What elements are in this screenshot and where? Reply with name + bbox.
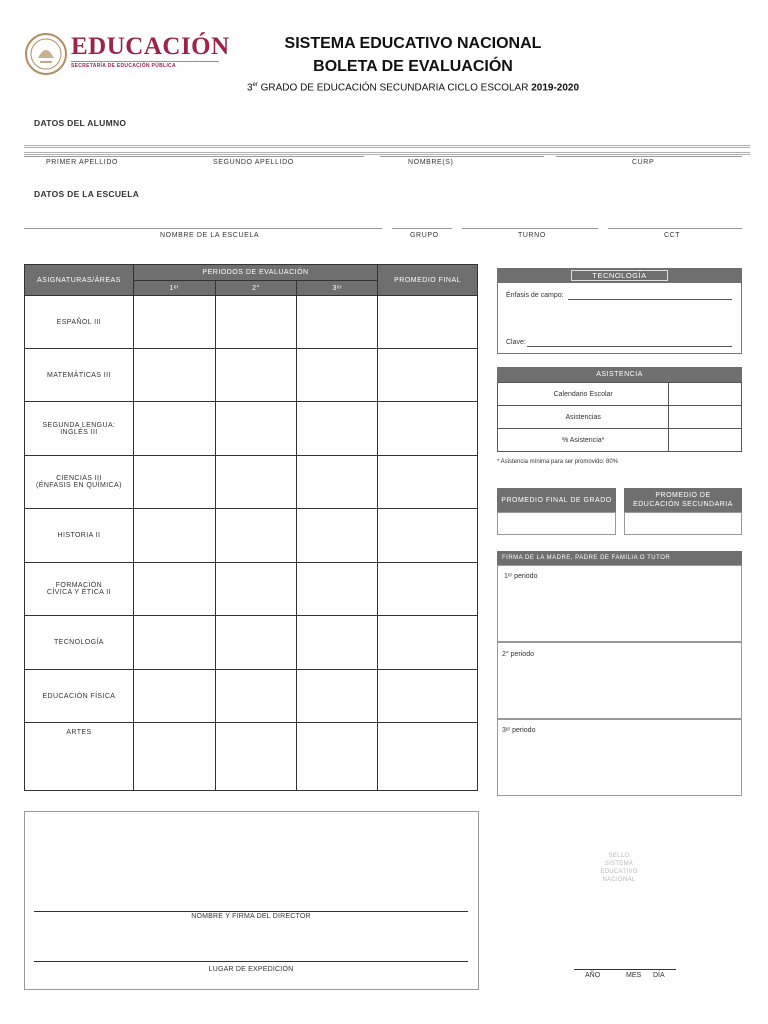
subject-name-line: SEGUNDA LENGUA: [42, 421, 116, 429]
grade-cell-period-2[interactable] [215, 670, 297, 723]
subject-name-line: (ÉNFASIS EN QUÍMICA) [36, 482, 122, 489]
subject-row [25, 349, 478, 402]
subject-row [25, 509, 478, 563]
grade-line [200, 82, 626, 93]
grade-cell-period-1[interactable] [133, 616, 215, 670]
signature-label-1: 1ᵉʳ periodo [504, 573, 538, 580]
enfasis-line [568, 299, 732, 300]
subject-name [25, 509, 134, 563]
grade-cell-period-1[interactable] [133, 402, 215, 456]
grade-cell-period-2[interactable] [215, 563, 297, 616]
grade-cell-period-2[interactable] [215, 616, 297, 670]
grade-cell-period-1[interactable] [133, 563, 215, 616]
school-cycle: 2019-2020 [531, 82, 580, 94]
director-signature-line[interactable] [34, 911, 468, 912]
grade-cell-period-2[interactable] [215, 723, 297, 791]
seal-line: SELLO [608, 853, 630, 859]
subject-row [25, 456, 478, 509]
clave-line [527, 346, 732, 347]
logo-divider [71, 61, 219, 62]
subject-name-line: CÍVICA Y ÉTICA II [46, 589, 111, 596]
grade-cell-period-2[interactable] [215, 296, 297, 349]
grade-cell-period-3[interactable] [297, 670, 378, 723]
date-month-label: MES [626, 972, 642, 979]
date-line[interactable] [574, 969, 676, 970]
grade-cell-final[interactable] [378, 456, 478, 509]
line-cct [608, 228, 742, 229]
header-final-average: PROMEDIO FINAL [378, 265, 478, 296]
attendance-table [497, 382, 742, 452]
clave-label: Clave: [506, 339, 526, 346]
line-curp [556, 156, 742, 157]
doc-title-2: BOLETA DE EVALUACIÓN [313, 58, 513, 75]
student-band [24, 145, 750, 155]
label-grupo: GRUPO [410, 232, 439, 239]
grade-cell-period-3[interactable] [297, 616, 378, 670]
label-cct: CCT [664, 232, 681, 239]
header-period-1: 1ᵉʳ [133, 281, 215, 296]
grade-cell-period-3[interactable] [297, 563, 378, 616]
grade-text: GRADO DE EDUCACIÓN SECUNDARIA CICLO ESCOLAR [257, 82, 532, 94]
subject-name [25, 563, 134, 616]
logo-word: EDUCACIÓN [71, 33, 230, 60]
subject-row [25, 402, 478, 456]
header-period-3: 3ᵉʳ [297, 281, 378, 296]
attendance-header: ASISTENCIA [497, 367, 742, 382]
grade-cell-period-1[interactable] [133, 723, 215, 791]
secondary-average-header: PROMEDIO DE EDUCACIÓN SECUNDARIA [624, 488, 742, 512]
secondary-average-box[interactable] [624, 512, 742, 535]
subject-row [25, 563, 478, 616]
subject-name-line: EDUCACIÓN FÍSICA [42, 692, 116, 700]
subject-name-line: TECNOLOGÍA [53, 639, 104, 646]
subject-name [25, 456, 134, 509]
signature-label-3: 3ᵉʳ periodo [502, 727, 536, 734]
line-escuela [24, 228, 382, 229]
subject-name-line: ESPAÑOL III [56, 318, 102, 326]
grade-cell-final[interactable] [378, 509, 478, 563]
place-line[interactable] [34, 961, 468, 962]
attendance-percent-value[interactable] [669, 429, 742, 452]
school-section-title: DATOS DE LA ESCUELA [34, 189, 140, 199]
attendance-note: * Asistencia mínima para ser promovido: 80% [497, 459, 619, 465]
attendance-count-label: Asistencias [498, 406, 669, 429]
date-day-label: DÍA [653, 972, 665, 979]
subject-name-line: INGLÉS III [60, 428, 98, 436]
grade-cell-period-2[interactable] [215, 456, 297, 509]
grade-cell-period-3[interactable] [297, 349, 378, 402]
doc-title-1: SISTEMA EDUCATIVO NACIONAL [284, 35, 542, 52]
grade-cell-final[interactable] [378, 296, 478, 349]
signature-label-2: 2° periodo [502, 651, 534, 658]
subject-name [25, 723, 134, 791]
label-primer-apellido: PRIMER APELLIDO [46, 159, 119, 166]
attendance-calendar-value[interactable] [669, 383, 742, 406]
label-nombre: NOMBRE(S) [408, 159, 454, 166]
grade-cell-final[interactable] [378, 723, 478, 791]
grade-cell-period-1[interactable] [133, 670, 215, 723]
attendance-percent-label: % Asistencia* [498, 429, 669, 452]
tecnologia-title: TECNOLOGÍA [571, 270, 667, 281]
place-label: LUGAR DE EXPEDICIÓN [208, 966, 294, 973]
line-grupo [392, 228, 452, 229]
subject-name [25, 670, 134, 723]
student-section-title: DATOS DEL ALUMNO [34, 118, 127, 128]
grade-average-box[interactable] [497, 512, 616, 535]
grade-cell-period-3[interactable] [297, 402, 378, 456]
national-emblem-icon [24, 32, 68, 76]
grade-cell-final[interactable] [378, 563, 478, 616]
grade-number: 3 [246, 82, 253, 94]
subject-row [25, 296, 478, 349]
seal-line: EDUCATIVO [600, 869, 638, 875]
grade-cell-final[interactable] [378, 402, 478, 456]
seal-line: SISTEMA [604, 861, 634, 867]
director-box [24, 811, 479, 990]
subject-name [25, 616, 134, 670]
signature-header: FIRMA DE LA MADRE, PADRE DE FAMILIA O TUTOR [497, 551, 742, 565]
grade-cell-period-3[interactable] [297, 509, 378, 563]
line-nombre [380, 156, 544, 157]
grade-cell-period-3[interactable] [297, 296, 378, 349]
date-year-label: AÑO [585, 972, 601, 979]
logo-subtitle: SECRETARÍA DE EDUCACIÓN PÚBLICA [71, 63, 176, 69]
subject-name-line: MATEMÁTICAS III [47, 371, 111, 379]
subject-name [25, 349, 134, 402]
subject-row [25, 616, 478, 670]
attendance-count-value[interactable] [669, 406, 742, 429]
enfasis-label: Énfasis de campo: [506, 292, 564, 299]
header-period-2: 2° [215, 281, 297, 296]
label-escuela: NOMBRE DE LA ESCUELA [160, 232, 260, 239]
grade-sup: er [252, 82, 258, 88]
grade-cell-final[interactable] [378, 349, 478, 402]
seal-watermark [580, 852, 658, 884]
grade-average-header: PROMEDIO FINAL DE GRADO [497, 488, 616, 512]
line-turno [462, 228, 598, 229]
subject-name-line: HISTORIA II [57, 532, 101, 539]
grade-cell-final[interactable] [378, 616, 478, 670]
grade-cell-period-3[interactable] [297, 456, 378, 509]
header-subjects: ASIGNATURAS/ÁREAS [25, 265, 134, 296]
attendance-calendar-label: Calendario Escolar [498, 383, 669, 406]
line-primer-apellido [24, 156, 364, 157]
grade-cell-period-2[interactable] [215, 402, 297, 456]
grade-cell-period-2[interactable] [215, 349, 297, 402]
header-periods: PERIODOS DE EVALUACIÓN [133, 265, 377, 281]
grade-cell-period-1[interactable] [133, 456, 215, 509]
label-turno: TURNO [518, 232, 546, 239]
subject-row [25, 723, 478, 791]
subject-name [25, 296, 134, 349]
grades-table [24, 264, 478, 791]
label-segundo-apellido: SEGUNDO APELLIDO [213, 159, 294, 166]
subject-row [25, 670, 478, 723]
subject-name [25, 402, 134, 456]
tecnologia-header [497, 268, 742, 283]
director-label: NOMBRE Y FIRMA DEL DIRECTOR [191, 913, 311, 920]
subject-name-line: FORMACIÓN [55, 582, 103, 589]
seal-line: NACIONAL [602, 877, 636, 883]
grade-cell-final[interactable] [378, 670, 478, 723]
grade-cell-period-1[interactable] [133, 296, 215, 349]
label-curp: CURP [632, 159, 655, 166]
grade-cell-period-3[interactable] [297, 723, 378, 791]
subject-name-line: ARTES [66, 729, 92, 736]
subject-name-line: CIENCIAS III [56, 475, 102, 482]
grade-cell-period-1[interactable] [133, 349, 215, 402]
grade-cell-period-2[interactable] [215, 509, 297, 563]
grade-cell-period-1[interactable] [133, 509, 215, 563]
sep-logo [24, 32, 230, 78]
